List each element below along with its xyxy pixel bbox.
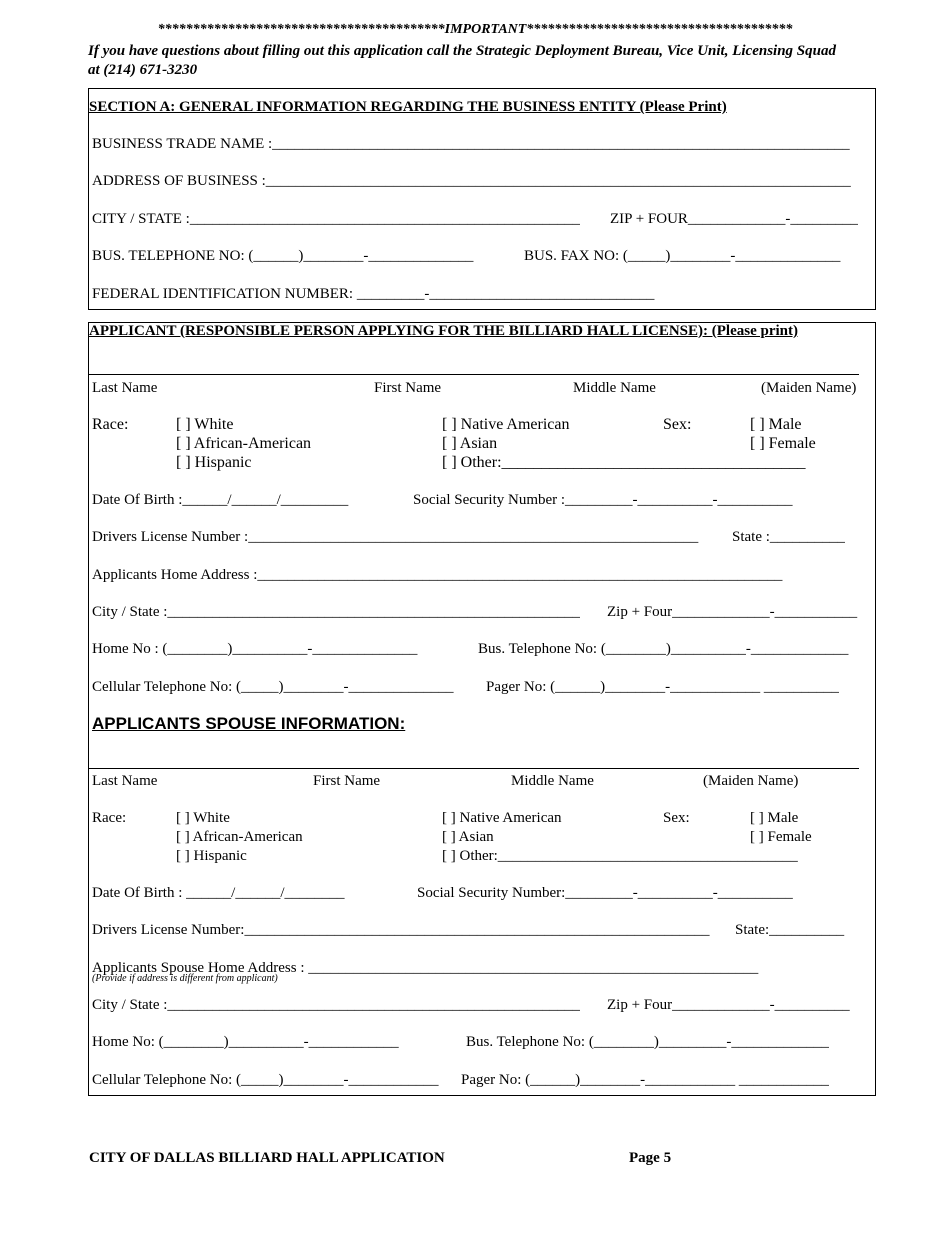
applicant-name-line[interactable] — [89, 374, 859, 375]
spouse-section-title: APPLICANTS SPOUSE INFORMATION: — [92, 714, 406, 733]
spouse-ssn-field[interactable]: Social Security Number:_________-__________-__________ — [417, 885, 793, 901]
spouse-maiden-name-label: (Maiden Name) — [703, 773, 799, 789]
spouse-drivers-license-field[interactable]: Drivers License Number:______________________________________________________________ — [92, 922, 710, 938]
spouse-dl-state-field[interactable]: State:__________ — [735, 922, 845, 938]
spouse-race-white-checkbox[interactable]: [ ] White — [176, 810, 230, 826]
notice-line-2: at (214) 671-3230 — [88, 62, 198, 78]
business-telephone-field[interactable]: BUS. TELEPHONE NO: (______)________-______________ — [92, 248, 474, 264]
spouse-last-name-label: Last Name — [92, 773, 158, 789]
spouse-race-african-american-checkbox[interactable]: [ ] African-American — [176, 829, 303, 845]
applicant-race-label: Race: — [92, 416, 129, 433]
applicant-city-state-field[interactable]: City / State :_______________________________________________________ — [92, 604, 580, 620]
section-a-title: SECTION A: GENERAL INFORMATION REGARDING THE BUSINESS ENTITY (Please Print) — [89, 99, 727, 115]
spouse-pager-field[interactable]: Pager No: (______)________-____________ ____________ — [461, 1072, 829, 1088]
spouse-race-other-checkbox[interactable]: [ ] Other:________________________________________ — [442, 848, 798, 864]
spouse-city-state-field[interactable]: City / State :_______________________________________________________ — [92, 997, 580, 1013]
footer-title: CITY OF DALLAS BILLIARD HALL APPLICATION — [89, 1150, 445, 1166]
spouse-bus-phone-field[interactable]: Bus. Telephone No: (________)_________-_____________ — [466, 1034, 829, 1050]
important-banner: *****************************************IMPORTANT************************************** — [157, 22, 793, 37]
applicant-first-name-label: First Name — [374, 380, 442, 396]
spouse-sex-male-checkbox[interactable]: [ ] Male — [750, 810, 799, 826]
business-trade-name-field[interactable]: BUSINESS TRADE NAME :_____________________________________________________________________________ — [92, 136, 850, 152]
applicant-middle-name-label: Middle Name — [573, 380, 656, 396]
section-a-box — [88, 88, 876, 310]
spouse-race-label: Race: — [92, 810, 127, 826]
spouse-home-address-note: (Provide if address is different from applicant) — [92, 973, 278, 984]
applicant-sex-female-checkbox[interactable]: [ ] Female — [750, 435, 816, 452]
applicant-race-white-checkbox[interactable]: [ ] White — [176, 416, 234, 433]
applicant-race-other-checkbox[interactable]: [ ] Other:______________________________________ — [442, 454, 806, 471]
applicant-section-title: APPLICANT (RESPONSIBLE PERSON APPLYING FOR THE BILLIARD HALL LICENSE): (Please print) — [89, 323, 798, 339]
spouse-race-hispanic-checkbox[interactable]: [ ] Hispanic — [176, 848, 247, 864]
applicant-maiden-name-label: (Maiden Name) — [761, 380, 857, 396]
applicant-dl-state-field[interactable]: State :__________ — [732, 529, 845, 545]
federal-id-field[interactable]: FEDERAL IDENTIFICATION NUMBER: _________-______________________________ — [92, 286, 655, 302]
applicant-last-name-label: Last Name — [92, 380, 158, 396]
applicant-home-address-field[interactable]: Applicants Home Address :______________________________________________________________________ — [92, 567, 783, 583]
applicant-race-native-american-checkbox[interactable]: [ ] Native American — [442, 416, 570, 433]
spouse-home-address-field[interactable]: Applicants Spouse Home Address : ____________________________________________________________ — [92, 960, 759, 976]
applicant-race-african-american-checkbox[interactable]: [ ] African-American — [176, 435, 312, 452]
spouse-name-line[interactable] — [89, 768, 859, 769]
applicant-drivers-license-field[interactable]: Drivers License Number :____________________________________________________________ — [92, 529, 699, 545]
business-address-field[interactable]: ADDRESS OF BUSINESS :______________________________________________________________________________ — [92, 173, 851, 189]
applicant-bus-phone-field[interactable]: Bus. Telephone No: (________)__________-_____________ — [478, 641, 849, 657]
applicant-home-phone-field[interactable]: Home No : (________)__________-______________ — [92, 641, 418, 657]
spouse-first-name-label: First Name — [313, 773, 381, 789]
applicant-cell-phone-field[interactable]: Cellular Telephone No: (_____)________-______________ — [92, 679, 454, 695]
applicant-sex-label: Sex: — [663, 416, 692, 433]
spouse-sex-label: Sex: — [663, 810, 690, 826]
business-city-state-field[interactable]: CITY / STATE :____________________________________________________ — [92, 211, 580, 227]
business-fax-field[interactable]: BUS. FAX NO: (_____)________-______________ — [524, 248, 841, 264]
applicant-race-hispanic-checkbox[interactable]: [ ] Hispanic — [176, 454, 252, 471]
spouse-race-native-american-checkbox[interactable]: [ ] Native American — [442, 810, 562, 826]
applicant-zip-field[interactable]: Zip + Four_____________-___________ — [607, 604, 858, 620]
page-number: Page 5 — [629, 1150, 672, 1166]
business-zip-field[interactable]: ZIP + FOUR_____________-_________ — [610, 211, 858, 227]
spouse-sex-female-checkbox[interactable]: [ ] Female — [750, 829, 812, 845]
applicant-sex-male-checkbox[interactable]: [ ] Male — [750, 416, 802, 433]
spouse-dob-field[interactable]: Date Of Birth : ______/______/________ — [92, 885, 345, 901]
spouse-home-phone-field[interactable]: Home No: (________)__________-____________ — [92, 1034, 399, 1050]
spouse-middle-name-label: Middle Name — [511, 773, 594, 789]
applicant-pager-field[interactable]: Pager No: (______)________-____________ __________ — [486, 679, 839, 695]
spouse-zip-field[interactable]: Zip + Four_____________-__________ — [607, 997, 850, 1013]
applicant-ssn-field[interactable]: Social Security Number :_________-__________-__________ — [413, 492, 793, 508]
spouse-race-asian-checkbox[interactable]: [ ] Asian — [442, 829, 494, 845]
notice-line-1: If you have questions about filling out this application call the Strategic Deployment Bureau, Vice Unit, Licensing Squad — [88, 43, 836, 59]
applicant-race-asian-checkbox[interactable]: [ ] Asian — [442, 435, 498, 452]
spouse-cell-phone-field[interactable]: Cellular Telephone No: (_____)________-____________ — [92, 1072, 439, 1088]
applicant-dob-field[interactable]: Date Of Birth :______/______/_________ — [92, 492, 349, 508]
